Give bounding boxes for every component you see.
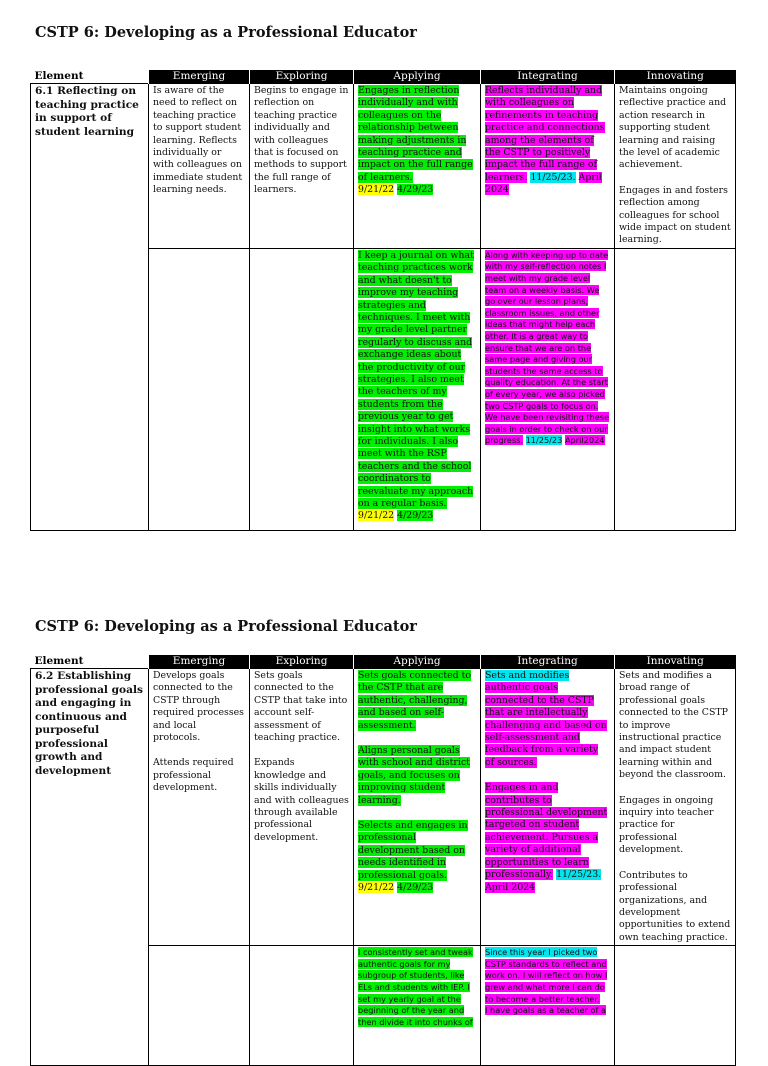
innovating-evidence-cell	[615, 946, 736, 1066]
integrating-paragraph	[485, 782, 610, 894]
integrating-cell	[481, 84, 615, 249]
applying-cell	[354, 669, 481, 946]
exploring-paragraph: Expands knowledge and skills individually and with colleagues through available professional development.	[254, 757, 349, 843]
innovating-paragraph: Maintains ongoing reflective practice and action research in supporting student learning and raising the level of academic achievement.	[619, 85, 727, 171]
integrating-cell	[481, 669, 615, 946]
element-label: 6.2 Establishing professional goals and engaging in continuous and purposeful professional growth and development	[31, 669, 149, 1066]
applying-highlight: Engages in reflection individually and with colleagues on the relationship between making adjustments in teaching practice and impact on the full range of learners.	[358, 85, 473, 183]
integrating-highlight: authentic goals connected to the CSTP that are intellectually challenging and based on self-assessment and feedback from a variety of sources.	[485, 682, 607, 768]
header-row	[31, 70, 736, 84]
date-stamp: April2024	[564, 435, 605, 446]
exploring-evidence-cell	[250, 248, 354, 530]
exploring-evidence-cell	[250, 946, 354, 1066]
integrating-highlight: Sets and modifies	[485, 670, 570, 681]
applying-paragraph	[358, 820, 476, 894]
date-stamp: 11/25/23.	[530, 171, 576, 183]
header-row	[31, 655, 736, 669]
applying-header: Applying	[354, 655, 481, 669]
innovating-paragraph: Engages in and fosters reflection among colleagues for school wide impact on student learning.	[619, 184, 731, 246]
emerging-header: Emerging	[149, 70, 250, 84]
exploring-header: Exploring	[250, 655, 354, 669]
applying-evidence-cell	[354, 946, 481, 1066]
applying-cell	[354, 84, 481, 249]
evidence-text: I keep a journal on what teaching practices work and what doesn't to improve my teaching strategies and techniques. I meet with my grade level partner regularly to discuss and exchange ideas about the productivity of our strategies. I also meet the teachers of my students from the previous year to get insight into what works for individuals. I also meet with the RSP teachers and the school coordinators to reevaluate my approach on a regular basis.	[358, 249, 474, 509]
page-title: CSTP 6: Developing as a Professional Educator	[35, 24, 417, 41]
descriptor-row	[31, 84, 736, 249]
date-stamp: April 2024	[485, 171, 602, 196]
emerging-cell: Is aware of the need to reflect on teaching practice to support student learning. Reflects individually or with colleagues on immediate student learning needs.	[149, 84, 250, 249]
date-stamp: 11/25/23	[525, 435, 563, 446]
integrating-header: Integrating	[481, 70, 615, 84]
applying-paragraph	[358, 745, 476, 807]
evidence-text: I have goals as a teacher of a	[485, 1005, 607, 1016]
integrating-evidence-cell	[481, 946, 615, 1066]
date-stamp: 9/21/22	[358, 882, 395, 894]
date-stamp: 9/21/22	[358, 184, 395, 196]
date-stamp: 4/29/23	[397, 184, 434, 196]
innovating-header: Innovating	[615, 655, 736, 669]
emerging-evidence-cell	[149, 946, 250, 1066]
cstp-6-2-table	[30, 655, 736, 1066]
date-stamp: 9/21/22	[358, 510, 395, 522]
cstp-6-1-table	[30, 70, 736, 531]
element-header: Element	[31, 655, 149, 669]
exploring-cell: Begins to engage in reflection on teaching practice individually and with colleagues that is focused on methods to support the full range of learners.	[250, 84, 354, 249]
applying-evidence-cell	[354, 248, 481, 530]
date-stamp: 4/29/23	[397, 510, 434, 522]
innovating-cell	[615, 669, 736, 946]
page-title: CSTP 6: Developing as a Professional Educator	[35, 618, 417, 635]
integrating-evidence-cell	[481, 248, 615, 530]
innovating-paragraph: Contributes to professional organizations, and development opportunities to extend own teaching practice.	[619, 869, 731, 943]
innovating-evidence-cell	[615, 248, 736, 530]
integrating-highlight: Reflects individually and with colleagues on refinements in teaching practice and connections among the elements of the CSTP to positively impact the full range of learners.	[485, 85, 605, 183]
emerging-cell	[149, 669, 250, 946]
exploring-header: Exploring	[250, 70, 354, 84]
integrating-highlight: Engages in and contributes to professional development targeted on student achievement. Pursues a variety of additional opportunities to learn professionally.	[485, 782, 608, 881]
exploring-paragraph: Sets goals connected to the CSTP that take into account self-assessment of teaching practice.	[254, 670, 348, 744]
element-label: 6.1 Reflecting on teaching practice in support of student learning	[31, 84, 149, 531]
applying-highlight: Selects and engages in professional development based on needs identified in professional goals.	[358, 820, 468, 881]
date-stamp: April 2024	[485, 881, 536, 893]
applying-highlight: Aligns personal goals with school and district goals, and focuses on improving student learning.	[358, 745, 470, 806]
applying-header: Applying	[354, 70, 481, 84]
emerging-paragraph: Develops goals connected to the CSTP through required processes and local protocols.	[153, 670, 244, 744]
integrating-paragraph	[485, 670, 610, 769]
date-stamp: 11/25/23.	[556, 869, 602, 881]
emerging-paragraph: Attends required professional development.	[153, 757, 234, 794]
evidence-text: Since this year I picked two	[485, 947, 598, 958]
innovating-header: Innovating	[615, 70, 736, 84]
applying-highlight: Sets goals connected to the CSTP that are authentic, challenging, and based on self-assessment.	[358, 670, 472, 731]
innovating-paragraph: Engages in ongoing inquiry into teacher practice for professional development.	[619, 794, 714, 856]
innovating-paragraph: Sets and modifies a broad range of professional goals connected to the CSTP to improve instructional practice and impact student learning within and beyond the classroom.	[619, 670, 728, 781]
exploring-cell	[250, 669, 354, 946]
evidence-text: CSTP standards to reflect and work on. I will reflect on how I grew and what more I can do to become a better teacher.	[485, 958, 608, 1004]
element-header: Element	[31, 70, 149, 84]
emerging-header: Emerging	[149, 655, 250, 669]
integrating-header: Integrating	[481, 655, 615, 669]
evidence-text: Along with keeping up to date with my self-reflection notes I meet with my grade level team on a weekly basis. We go over our lesson plans, classroom issues, and other ideas that might help each other. It is a great way to ensure that we are on the same page and giving our students the same access to quality education. At the start of every year, we also picked two CSTP goals to focus on. We have been revisiting these goals in order to check on our progress.	[485, 249, 610, 446]
evidence-text: I consistently set and tweak authentic goals for my subgroup of students, like ELs and students with IEP. I set my yearly goal at the beginning of the year and then divide it into chunks of	[358, 947, 473, 1027]
date-stamp: 4/29/23	[397, 882, 434, 894]
applying-paragraph	[358, 670, 476, 732]
descriptor-row	[31, 669, 736, 946]
emerging-evidence-cell	[149, 248, 250, 530]
innovating-cell	[615, 84, 736, 249]
